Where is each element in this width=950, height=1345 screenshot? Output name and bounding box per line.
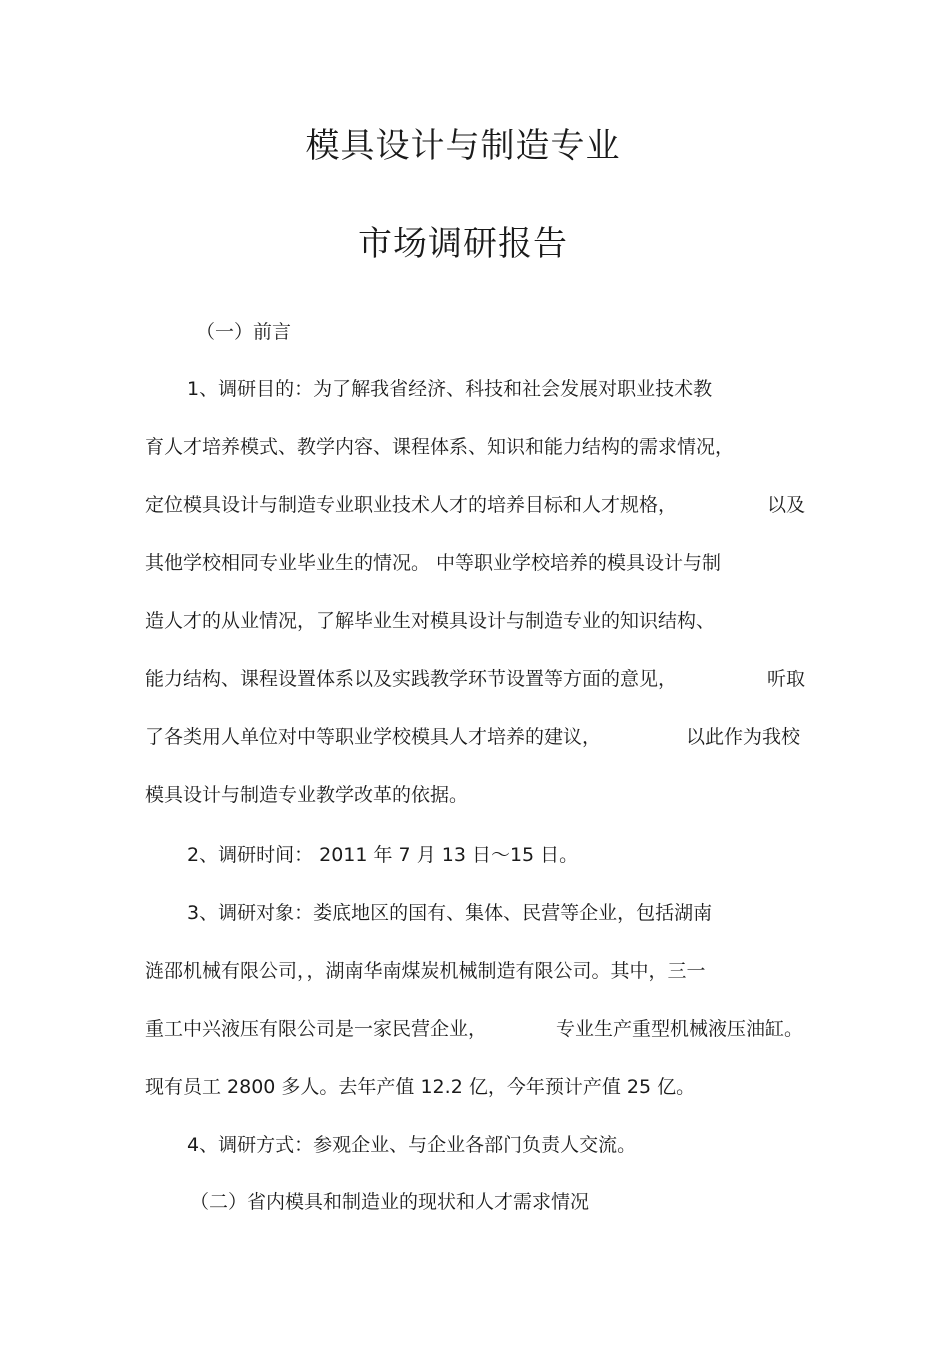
target-line-3a: 重工中兴液压有限公司是一家民营企业， [145, 1018, 488, 1040]
purpose-line-6 [145, 666, 805, 692]
target-line-4: 现有员工 2800 多人。去年产值 12.2 亿，今年预计产值 25 亿。 [145, 1076, 696, 1098]
document-title-line1: 模具设计与制造专业 [305, 126, 621, 166]
target-line-3 [145, 1016, 803, 1042]
target-line-3b: 专业生产重型机械液压油缸。 [555, 1018, 803, 1040]
purpose-line-7a: 了各类用人单位对中等职业学校模具人才培养的建议， [145, 726, 602, 748]
purpose-line-1: 1、调研目的：为了解我省经济、科技和社会发展对职业技术教 [187, 378, 713, 400]
research-time: 2、调研时间： 2011 年 7 月 13 日～15 日。 [187, 844, 579, 866]
purpose-line-6a: 能力结构、课程设置体系以及实践教学环节设置等方面的意见， [145, 668, 678, 690]
research-method: 4、调研方式：参观企业、与企业各部门负责人交流。 [187, 1134, 637, 1156]
target-line-2: 涟邵机械有限公司，，湖南华南煤炭机械制造有限公司。其中，三一 [145, 960, 706, 982]
section-heading-preface: （一）前言 [196, 321, 292, 343]
purpose-line-3a: 定位模具设计与制造专业职业技术人才的培养目标和人才规格， [145, 494, 678, 516]
purpose-line-3 [145, 492, 805, 518]
purpose-line-3b: 以及 [766, 494, 805, 516]
section-heading-2: （二）省内模具和制造业的现状和人才需求情况 [190, 1191, 590, 1213]
purpose-line-5: 造人才的从业情况，了解毕业生对模具设计与制造专业的知识结构、 [145, 610, 716, 632]
document-title-line2: 市场调研报告 [358, 224, 568, 264]
purpose-line-8: 模具设计与制造专业教学改革的依据。 [145, 784, 469, 806]
purpose-line-6b: 听取 [766, 668, 805, 690]
purpose-line-7 [145, 724, 800, 750]
purpose-line-4: 其他学校相同专业毕业生的情况。 中等职业学校培养的模具设计与制 [145, 552, 722, 574]
purpose-line-7b: 以此作为我校 [685, 726, 800, 748]
purpose-line-2: 育人才培养模式、教学内容、课程体系、知识和能力结构的需求情况， [145, 436, 735, 458]
target-line-1: 3、调研对象：娄底地区的国有、集体、民营等企业，包括湖南 [187, 902, 713, 924]
